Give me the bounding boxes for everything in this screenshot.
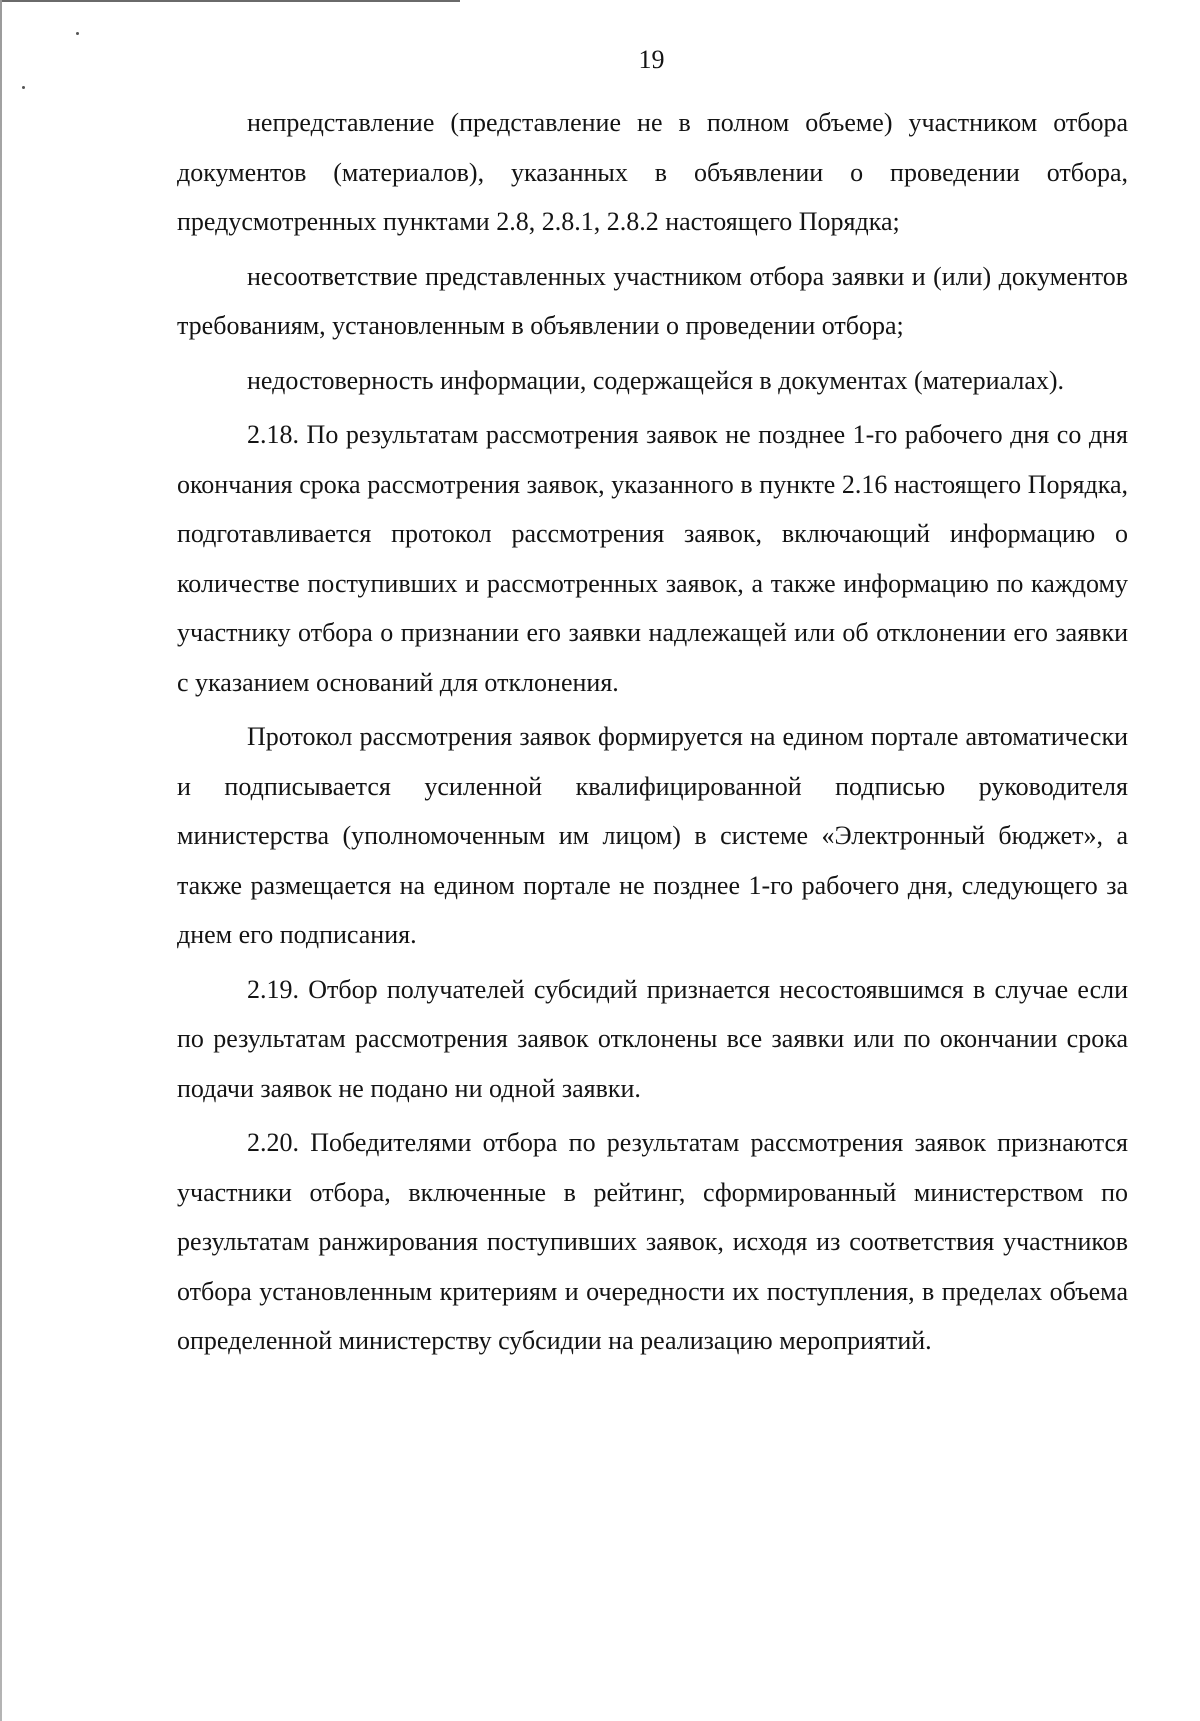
paragraph-nonconformity: несоответствие представленных участником отбора заявки и (или) документов требованиям, установленным в объявлении о проведении отбора; [177,261,1128,340]
paragraph-2-18: 2.18. По результатам рассмотрения заявок не позднее 1-го рабочего дня со дня окончания срока рассмотрения заявок, указанного в пункте 2.16 настоящего Порядка, подготавливается протокол рассмотрения заявок, включающий информацию о количестве поступивших и рассмотренных заявок, а также информацию по каждому участнику отбора о признании его заявки надлежащей или об отклонении его заявки с указанием оснований для отклонения. [177,420,1128,697]
scan-speck [22,86,25,89]
document-body [177,98,1128,1366]
scan-border-line [0,0,460,2]
paragraph-2-20: 2.20. Победителями отбора по результатам рассмотрения заявок признаются участники отбора, включенные в рейтинг, сформированный министерством по результатам ранжирования поступивших заявок, исходя из соответствия участников отбора установленным критериям и очередности их поступления, в пределах объема определенной министерству субсидии на реализацию мероприятий. [177,1128,1128,1355]
scan-speck [76,32,79,35]
paragraph-protocol: Протокол рассмотрения заявок формируется на едином портале автоматически и подписывается усиленной квалифицированной подписью руководителя министерства (уполномоченным им лицом) в системе «Электронный бюджет», а также размещается на едином портале не позднее 1-го рабочего дня, следующего за днем его подписания. [177,722,1128,949]
paragraph-nonsubmission: непредставление (представление не в полном объеме) участником отбора документов (материалов), указанных в объявлении о проведении отбора, предусмотренных пунктами 2.8, 2.8.1, 2.8.2 настоящего Порядка; [177,108,1128,236]
page-number: 19 [638,45,665,74]
paragraph-unreliability: недостоверность информации, содержащейся в документах (материалах). [247,365,1065,395]
scan-left-edge [0,0,2,1721]
paragraph-2-19: 2.19. Отбор получателей субсидий признается несостоявшимся в случае если по результатам рассмотрения заявок отклонены все заявки или по окончании срока подачи заявок не подано ни одной заявки. [177,974,1128,1103]
